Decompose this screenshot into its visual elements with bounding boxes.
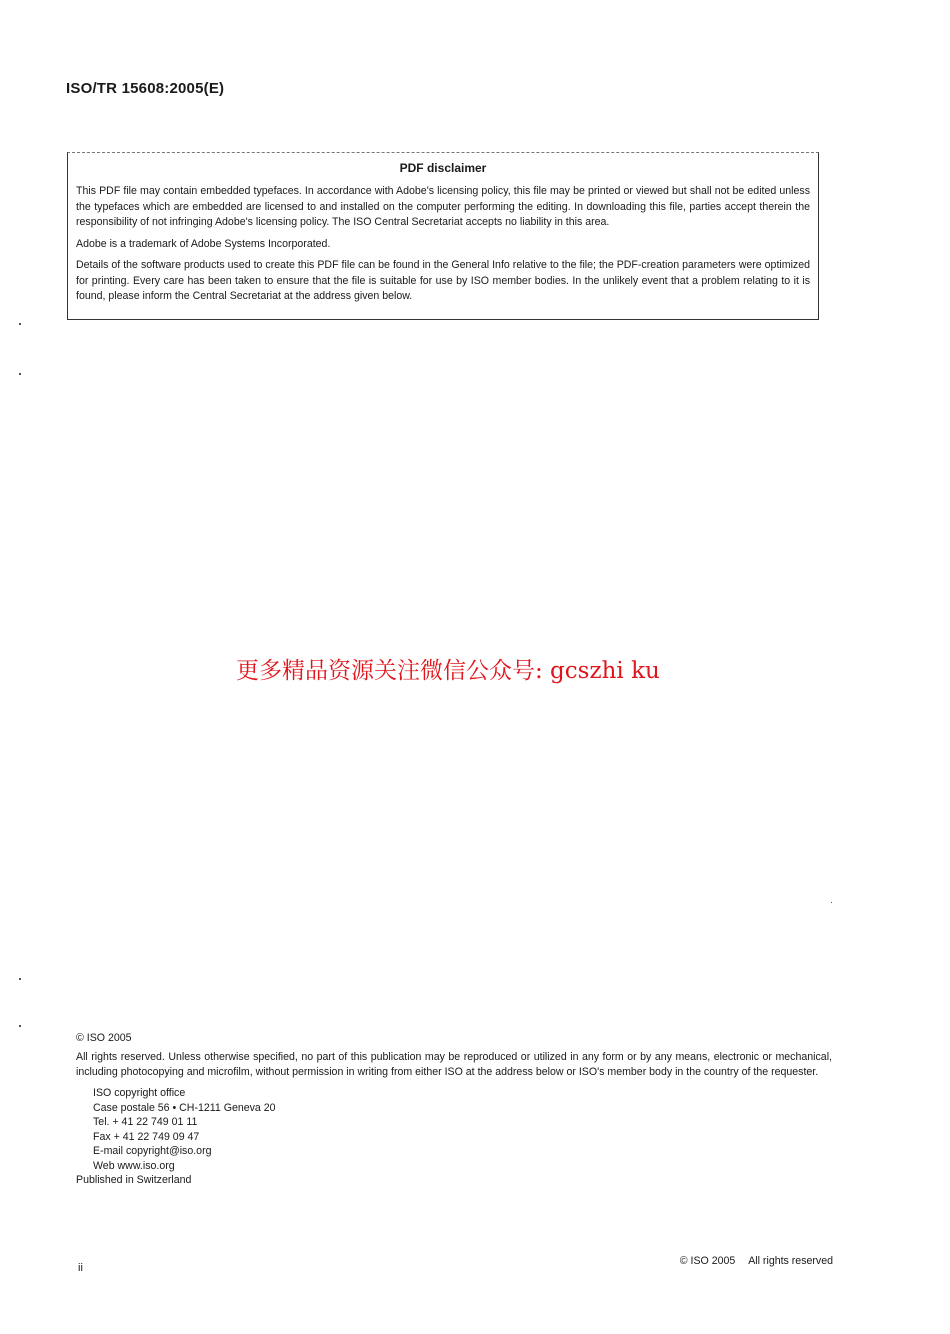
copyright-line: © ISO 2005 <box>76 1032 132 1044</box>
scan-speck <box>19 978 21 980</box>
scan-speck <box>831 902 832 903</box>
scan-speck <box>19 323 21 325</box>
footer-copyright <box>680 1255 833 1267</box>
iso-copyright-office-address <box>76 1086 832 1173</box>
page-number: ii <box>78 1262 83 1274</box>
copyright-notice <box>76 1031 832 1188</box>
watermark-text: 更多精品资源关注微信公众号: gcszhi ku <box>236 658 660 684</box>
office-email: E-mail copyright@iso.org <box>93 1145 212 1157</box>
document-id: ISO/TR 15608:2005(E) <box>66 80 225 97</box>
office-web: Web www.iso.org <box>93 1159 175 1172</box>
rights-statement: All rights reserved. Unless otherwise specified, no part of this publication may be reproduced or utilized in any form or by any means, electronic or mechanical, including photocopying and microfilm, without permission in writing from either ISO at the address below or ISO's member body in the country of the requester. <box>76 1051 832 1078</box>
footer-copyright-year: © ISO 2005 <box>679 1255 736 1267</box>
office-telephone: Tel. + 41 22 749 01 11 <box>93 1116 198 1128</box>
office-fax: Fax + 41 22 749 09 47 <box>93 1130 200 1143</box>
disclaimer-paragraph-typefaces: This PDF file may contain embedded typefaces. In accordance with Adobe's licensing policy, this file may be printed or viewed but shall not be edited unless the typefaces which are embedded are licensed to and installed on the computer performing the editing. In downloading this file, parties accept therein the responsibility of not infringing Adobe's licensing policy. The ISO Central Secretariat accepts no liability in this area. <box>76 185 810 228</box>
scan-speck <box>19 373 21 375</box>
office-name: ISO copyright office <box>93 1087 186 1099</box>
office-postal-address: Case postale 56 • CH-1211 Geneva 20 <box>93 1101 276 1114</box>
disclaimer-paragraph-trademark: Adobe is a trademark of Adobe Systems Incorporated. <box>76 237 331 250</box>
footer-rights: All rights reserved <box>748 1255 833 1267</box>
disclaimer-paragraph-software: Details of the software products used to create this PDF file can be found in the General Info relative to the file; the PDF-creation parameters were optimized for printing. Every care has been taken to ensure that the file is suitable for use by ISO member bodies. In the unlikely event that a problem relating to it is found, please inform the Central Secretariat at the address given below. <box>76 259 810 302</box>
published-in: Published in Switzerland <box>76 1174 192 1186</box>
scan-speck <box>19 1025 21 1027</box>
pdf-disclaimer-box <box>67 152 819 320</box>
disclaimer-title: PDF disclaimer <box>399 161 487 175</box>
